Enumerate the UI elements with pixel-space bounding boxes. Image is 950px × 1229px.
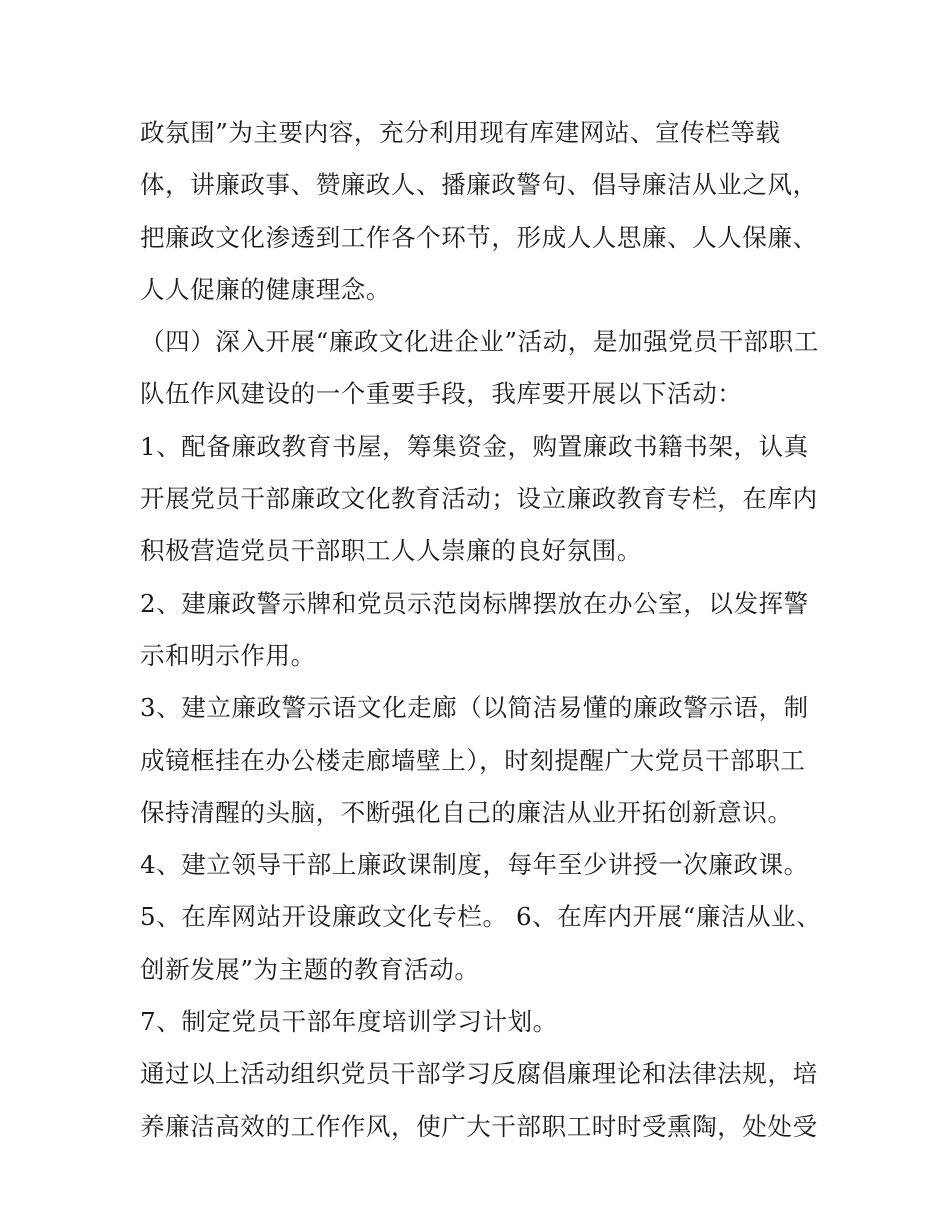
text-line: 积极营造党员干部职工人人崇廉的良好氛围。 <box>140 536 642 566</box>
text-line: 1、配备廉政教育书屋，筹集资金，购置廉政书籍书架，认真 <box>140 431 809 461</box>
text-line: 养廉洁高效的工作作风，使广大干部职工时时受熏陶，处处受 <box>140 1111 818 1141</box>
text-line: 3、建立廉政警示语文化走廊（以简洁易懂的廉政警示语，制 <box>140 693 809 723</box>
text-line: 4、建立领导干部上廉政课制度，每年至少讲授一次廉政课。 <box>140 850 809 880</box>
text-line: 7、制定党员干部年度培训学习计划。 <box>140 1007 558 1037</box>
text-line: 人人促廉的健康理念。 <box>140 274 391 304</box>
text-line: 开展党员干部廉政文化教育活动；设立廉政教育专栏，在库内 <box>140 484 818 514</box>
text-line: 体，讲廉政事、赞廉政人、播廉政警句、倡导廉洁从业之风， <box>140 170 818 200</box>
text-line: 政氛围”为主要内容，充分利用现有库建网站、宣传栏等载 <box>140 118 781 147</box>
text-line: 通过以上活动组织党员干部学习反腐倡廉理论和法律法规，培 <box>140 1059 818 1089</box>
text-line: 成镜框挂在办公楼走廊墙壁上），时刻提醒广大党员干部职工 <box>140 745 806 775</box>
text-line: 队伍作风建设的一个重要手段，我库要开展以下活动： <box>140 379 743 409</box>
text-line: 示和明示作用。 <box>140 640 316 670</box>
text-line: 把廉政文化渗透到工作各个环节，形成人人思廉、人人保廉、 <box>140 222 818 252</box>
body-text <box>140 107 830 1153</box>
text-line: 2、建廉政警示牌和党员示范岗标牌摆放在办公室，以发挥警 <box>140 588 809 618</box>
text-line: 创新发展”为主题的教育活动。 <box>140 954 480 984</box>
text-line: 5、在库网站开设廉政文化专栏。 6、在库内开展“廉洁从业、 <box>140 902 822 932</box>
text-line: （四）深入开展“廉政文化进企业”活动，是加强党员干部职工 <box>140 327 819 357</box>
text-line: 保持清醒的头脑，不断强化自己的廉洁从业开拓创新意识。 <box>140 797 793 827</box>
